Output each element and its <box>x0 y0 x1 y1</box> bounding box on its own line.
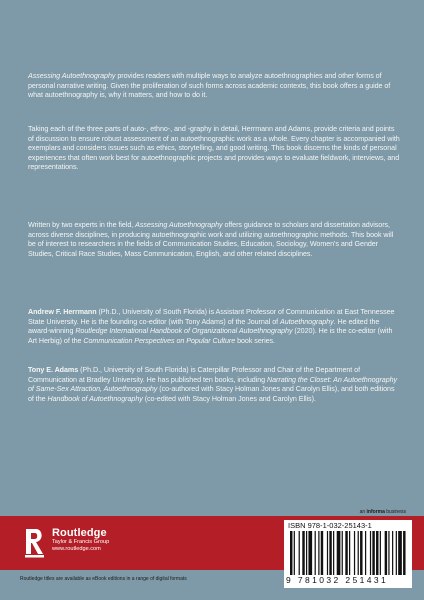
isbn-number: ISBN 978-1-032-25143-1 <box>288 521 372 530</box>
publisher-name: Routledge <box>52 527 107 539</box>
isbn-barcode-box <box>284 520 412 588</box>
book-title-italic: Assessing Autoethnography <box>135 221 223 229</box>
bio-text: (Ph.D., University of South Florida) is Assistant Professor of Communication at East Tennessee State University. He is the founding co-editor (with Tony Adams) of the Journal of <box>28 308 395 326</box>
book-title: Narrating the Closet: An Autoethnography of Same-Sex Attraction, Autoethnography <box>28 375 398 394</box>
blurb-paragraph-3 <box>28 221 400 259</box>
blurb-paragraph-2 <box>28 125 400 173</box>
bio-text: . He edited the award-winning <box>28 317 380 336</box>
handbook-title: Handbook of Autoethnography <box>47 394 143 403</box>
author-bio-adams <box>28 366 400 404</box>
ebook-note: Routledge titles are available as eBook editions in a range of digital formats <box>20 576 187 582</box>
bio-text: (co-edited with Stacy Holman Jones and Carolyn Ellis). <box>142 394 316 403</box>
barcode-image <box>290 531 408 575</box>
publisher-group: Taylor & Francis Group <box>52 539 110 545</box>
publisher-url[interactable]: www.routledge.com <box>52 546 101 552</box>
series-title: Communication Perspectives on Popular Culture <box>83 336 236 345</box>
informa-suffix: business <box>384 509 406 515</box>
blurb-text: provides readers with multiple ways to analyze autoethnographies and other forms of personal narrative writing. Given the proliferation of such forms across academic contexts, this book offers a guide of what autoethnography is, why it matters, and how to do it. <box>28 72 391 100</box>
informa-business-mark <box>360 509 406 515</box>
bio-text: (co-authored with Stacy Holman Jones and Carolyn Ellis), and both editions of the <box>28 385 395 403</box>
barcode-digits: 9 781032 251431 <box>286 575 389 585</box>
blurb-paragraph-1 <box>28 72 400 101</box>
author-bio-herrmann <box>28 308 400 346</box>
publisher-brand <box>52 527 109 553</box>
bio-text: (2020). He is the co-editor (with Art Herbig) of the <box>28 327 393 345</box>
bio-text: book series. <box>235 336 275 345</box>
book-title-italic: Assessing Autoethnography <box>28 72 116 80</box>
blurb-text: Written by two experts in the field, <box>28 221 136 229</box>
routledge-logo-icon <box>22 526 48 560</box>
blurb-text: offers guidance to scholars and dissertation advisors, across diverse disciplines, in producing autoethnographic work and utilizing autoethnographic methods. This book will be of interest to researchers in the fields of Communication Studies, Education, Sociology, Women's and Gender Studies, Critical Race Studies, Mass Communication, English, and other related disciplines. <box>28 221 394 258</box>
author-name: Andrew F. Herrmann <box>28 308 97 316</box>
blurb-text: Taking each of the three parts of auto-, ethno-, and -graphy in detail, Herrmann and Adams, provide criteria and points of discussion to ensure robust assessment of an autoethnographic work as a whole. Every chapter is accompanied with exemplars and considers issues such as ethics, storytelling, and good writing. This book discerns the kinds of personal experiences that often work best for autoethnographic projects and provides ways to evaluate fieldwork, interviews, and representations. <box>28 125 400 172</box>
author-name: Tony E. Adams <box>28 366 79 374</box>
journal-title: Autoethnography <box>279 317 334 326</box>
informa-prefix: an <box>359 509 367 515</box>
informa-brand: informa <box>366 509 385 515</box>
handbook-title: Routledge International Handbook of Organizational Autoethnography <box>75 327 293 336</box>
bio-text: (Ph.D., University of South Florida) is Caterpillar Professor and Chair of the Department of Communication at Bradley University. He has published ten books, including <box>28 366 361 384</box>
